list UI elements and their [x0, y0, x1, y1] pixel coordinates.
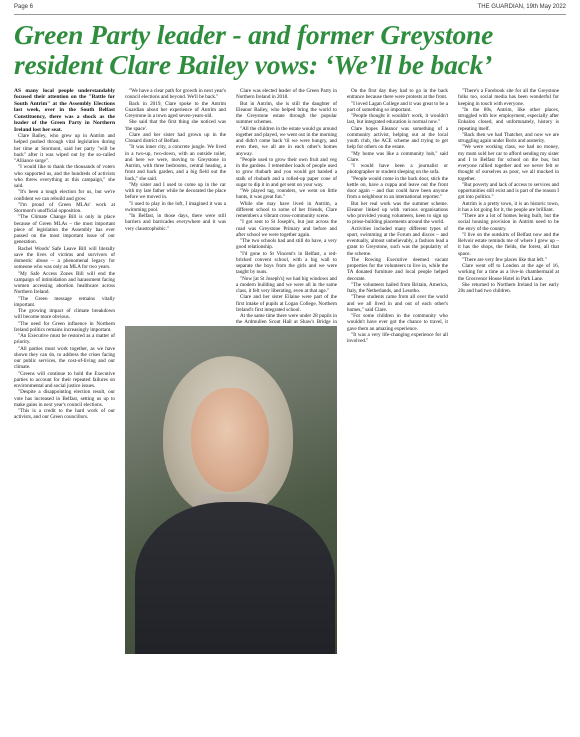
article-paragraph: "An Executive must be restored as a matter of priority.	[14, 333, 115, 346]
article-paragraph: The growing impact of climate breakdown will become more obvious.	[14, 308, 115, 321]
article-paragraph: On the first day they had to go in the back entrance because there were protests at the front.	[347, 88, 448, 101]
article-paragraph: "For some children in the community who wouldn't have ever got the chance to travel, it gave them an amazing experience.	[347, 313, 448, 332]
article-lede: AS many local people understandably focused their attention on the "Battle for South Antrim" at the Assembly Elections last week, over in the South Belfast Constituency, there was a shock as the leader of the Green Party in Northern Ireland lost her seat.	[14, 88, 115, 133]
article-paragraph: "The need for Green influence in Northern Ireland politics remains increasingly important.	[14, 320, 115, 333]
article-paragraph: "It's been a tough election for us, but we're confident we can rebuild and grow.	[14, 189, 115, 202]
article-paragraph: "These students came from all over the world and we all lived in and out of each other's homes," said Clare.	[347, 294, 448, 313]
article-paragraph: She said that the first thing she noticed was 'the space'.	[125, 119, 226, 132]
article-paragraph: "I'd gone to St Vincent's in Belfast, a red-bricked convent school, with a big wall to separate the boys from the girls and we were taught by nuns.	[236, 250, 337, 276]
article-paragraph: "This is a credit to the hard work of our activists, and our Green councillors.	[14, 408, 115, 421]
article-paragraph: "The Climate Change Bill is only in place because of Green MLAs – the most important piece of legislation the Assembly has ever passed on the most important issue of our generation.	[14, 214, 115, 246]
article-paragraph: Activities included many different types of sport, swimming at the Forum and discos – and eventually, almost unbelievably, a fashion lead a grant to Greystone, such was the popularity of the scheme.	[347, 225, 448, 257]
article-paragraph: Rachel Woods' Safe Leave Bill will literally save the lives of victims and survivors of domestic abuse – a phenomenal legacy for someone who was only an MLA for two years.	[14, 245, 115, 271]
article-paragraph: "The volunteers hailed from Britain, America, Italy, the Netherlands, and Lesotho.	[347, 281, 448, 294]
article-paragraph: "People would come in the back door, stick the kettle on, have a cuppa and leave out the front door again – and that could have been anyone from a neighbour to an international reporter."	[347, 175, 448, 201]
article-paragraph: "We have a clear path for growth in next year's council elections and beyond. We'll be back."	[125, 88, 226, 101]
article-paragraph: "People used to grow their own fruit and veg in the gardens. I remember loads of people used to grow rhubarb and you would get handed a stalk of rhubarb and a rolled-up paper cone of sugar to dip it in and get sent on your way.	[236, 156, 337, 188]
article-paragraph: "The Green message remains vitally important.	[14, 295, 115, 308]
article-paragraph: "But poverty and lack of access to services and opportunities still exist and is part of the reason I got into politics."	[458, 181, 559, 201]
article-paragraph: At the same time there were under 28 pupils in the Ardmullen Scout Hall at Shaw's Bridge in	[236, 313, 337, 326]
photo-face	[191, 388, 269, 492]
article-paragraph: "Back then we had Thatcher, and now we are struggling again under Boris and austerity.	[458, 131, 559, 144]
article-paragraph: While she may have lived in Antrim, a different school to some of her friends, Clare remembers a vibrant cross-community scene.	[236, 200, 337, 219]
article-paragraph: "I used to play in the loft, I imagined it was a swimming pool.	[125, 200, 226, 213]
article-paragraph: "There's a Facebook site for all the Greystone folks too, social media has been wonderful for keeping in touch with everyone.	[458, 88, 559, 107]
article-paragraph: "There are very few places like that left."	[462, 256, 547, 263]
headline: Green Party leader - and former Greystone resident Clare Bailey vows: ‘We’ll be back’	[14, 19, 494, 80]
article-paragraph: "I loved Lagan College and it was great to be a part of something so important.	[347, 100, 448, 113]
article-paragraph: "We played tag, rounders, we went on little hunts, it was great fun."	[236, 188, 337, 201]
article-paragraph: "Greens will continue to hold the Executive parties to account for their repeated failures on environmental and social justice issues.	[14, 370, 115, 390]
article-paragraph: Back in 2019, Clare spoke to the Antrim Guardian about her experience of Antrim and Greystone in a town aged seven-years-old.	[125, 100, 226, 119]
article-paragraph: "I would have been a journalist or photographer or student sleeping on the sofa.	[347, 163, 448, 176]
page-number: Page 6	[14, 4, 34, 10]
article-paragraph: "All parties must work together, as we have shown they can do, to address the crises facing our public services, the cost-of-living and our climate.	[14, 345, 115, 371]
article-paragraph: "There are a lot of homes being built, but the social housing provision in Antrim need to be the envy of the country.	[458, 213, 559, 232]
article-paragraph: "We were working class, we had no money, my mum sold her car to afford sending my sister and I to Belfast for school on the bus, but everyone rallied together and we never felt or thought of ourselves as poor, we all mucked in together.	[458, 144, 559, 182]
article-paragraph: "I would like to thank the thousands of voters who supported us, and the hundreds of activists who threw everything at this campaign," she said.	[14, 164, 115, 190]
article-paragraph: Antrim is a pretty town, it is an historic town, it has a lot going for it, the people are brilliant.	[458, 200, 559, 213]
portrait-photo	[125, 326, 337, 654]
article-paragraph: "It was inner city, a concrete jungle. We lived in a two-up, two-down, with an outside toilet, and here we were, moving to Greystone in Antrim, with three bedrooms, central heating, a front and back garden, and a big field out the back," she said.	[125, 144, 226, 182]
article-paragraph: Clare and her sister Eilaine were part of the first intake of pupils at Logan College, Northern Ireland's first integrated school.	[236, 294, 337, 313]
article-paragraph: "My Safe Access Zones Bill will end the campaign of intimidation and harassment facing women accessing abortion healthcare across Northern Ireland.	[14, 270, 115, 296]
article-paragraph: The Rowing Executive deemed vacant properties for the volunteers to live in, while the TA donated furniture and local people helped decorate.	[347, 256, 448, 282]
article-paragraph: But her real work was the summer scheme. Eleanor linked up with various organisations who provided young volunteers, keen to sign up to prose-building placements around the world.	[347, 200, 448, 226]
publication-date: THE GUARDIAN, 19th May 2022	[477, 4, 566, 10]
article-paragraph: Clare Bailey, who grew up in Antrim and helped pushed through vital legislation during her time at Stormont, said her party "will be back" after it was wiped out by the so-called "Alliance surge".	[14, 133, 115, 165]
article-paragraph: "My sister and I used to come up in the car with my late father while he decorated the place before we moved in.	[125, 181, 226, 201]
column-1	[14, 88, 115, 733]
article-body	[14, 88, 570, 733]
article-paragraph: "In Belfast, in those days, there were still barriers and barricades everywhere and it was very claustrophobic."	[125, 213, 226, 232]
article-paragraph: Clare went off to London at the age of 16, working for a time as a live-in chambermaid at the Grosvenor House Hotel in Park Lane.	[458, 263, 559, 282]
article-paragraph: "The two schools had and still do have, a very good relationship.	[236, 238, 337, 251]
article-paragraph: She returned to Northern Ireland in her early 20s and had two children.	[458, 281, 559, 294]
article-paragraph: "Despite a disappointing election result, our vote has increased in Belfast, setting us up to make gains in next year's council elections.	[14, 389, 115, 408]
photo-body	[135, 502, 335, 654]
article-paragraph: Clare and her sister had grown up in the Clonard district of Belfast.	[125, 131, 226, 144]
article-paragraph: "My home was like a community hub," said Clare.	[347, 150, 448, 163]
article-paragraph: "It was a very life-changing experience for all involved."	[347, 331, 448, 344]
article-paragraph: "I got sent to St Joseph's, but just across the road was Greystone Primary and before and after school we were together again.	[236, 219, 337, 238]
article-paragraph: But in Antrim, she is still the daughter of Eleanor Bailey, who helped bring the world to the Greystone estate through the popular summer schemes.	[236, 100, 337, 126]
article-paragraph: Clare was elected leader of the Green Party in Northern Ireland in 2018.	[236, 88, 337, 101]
article-paragraph: "People thought it wouldn't work, it wouldn't last, but integrated education is normal now."	[347, 113, 448, 126]
article-paragraph: "All the children in the estate would go around together and played, we went out in the morning and didn't come back 'til we were hungry, and even then, we all ate in each other's homes anyway.	[236, 125, 337, 157]
column-5	[458, 88, 559, 733]
article-paragraph: "Now [at St Joseph's] we had big windows and a modern building and we were all in the same class, it felt very liberating, even at that age."	[236, 275, 337, 294]
column-4	[347, 88, 448, 733]
article-paragraph: "In the 80s, Antrim, like other places, struggled with low employment, especially after Enkalon closed, and unfortunately, history is repeating itself.	[458, 106, 559, 132]
header-rule	[14, 14, 566, 15]
article-paragraph: "I live on the outskirts of Belfast now and the Belvoir estate reminds me of where I grew up – it has the shops, the fields, the forest, all that space.	[458, 231, 559, 257]
article-paragraph: "I'm proud of Green MLAs' work at Stormont's unofficial opposition.	[14, 201, 115, 215]
article-paragraph: Clare hopes Eleanor was something of a community activist, helping out at the local youth club, the ACE scheme and trying to get help for others on the estate.	[347, 125, 448, 151]
